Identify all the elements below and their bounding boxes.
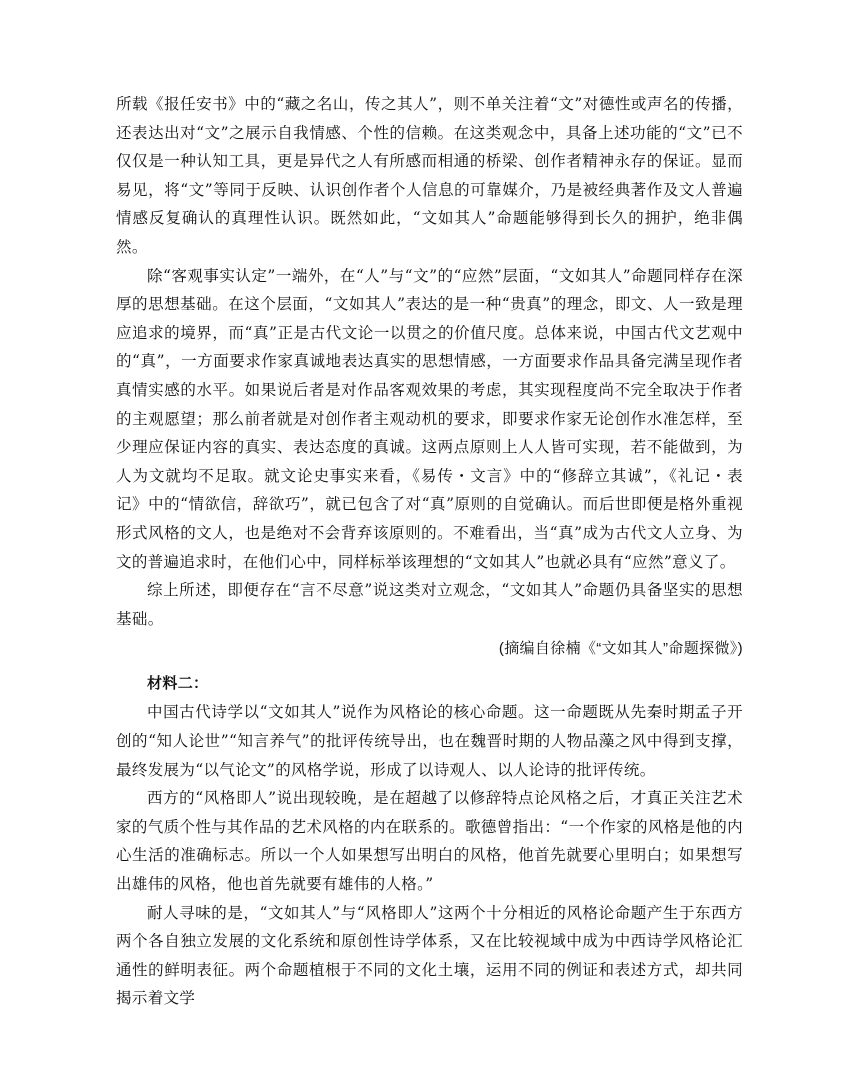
paragraph-6: 耐人寻味的是，“文如其人”与“风格即人”这两个十分相近的风格论命题产生于东西方两个各自独立发展的文化系统和原创性诗学体系，又在比较视域中成为中西诗学风格论汇通性的鲜明表征。两个命题植根于不同的文化土壤，运用不同的例证和表述方式，却共同揭示着文学 [116, 903, 743, 1008]
paragraph-3: 综上所述，即便存在“言不尽意”说这类对立观念，“文如其人”命题仍具备坚实的思想基础。 [116, 581, 743, 628]
paragraph-4: 中国古代诗学以“文如其人”说作为风格论的核心命题。这一命题既从先秦时期孟子开创的“知人论世”“知言养气”的批评传统导出，也在魏晋时期的人物品藻之风中得到支撑，最终发展为“以气论文”的风格学说，形成了以诗观人、以人论诗的批评传统。 [116, 703, 743, 779]
material-2-heading: 材料二： [147, 674, 209, 692]
source-citation: (摘编自徐楠《“文如其人”命题探微》) [498, 640, 743, 658]
paragraph-5: 西方的“风格即人”说出现较晚，是在超越了以修辞特点论风格之后，才真正关注艺术家的气质个性与其作品的艺术风格的内在联系的。歌德曾指出：“一个作家的风格是他的内心生活的准确标志。所以一个人如果想写出明白的风格，他首先就要心里明白；如果想写出雄伟的风格，他也首先就要有雄伟的人格。” [116, 789, 743, 894]
article-body [116, 90, 743, 1013]
paragraph-2: 除“客观事实认定”一端外，在“人”与“文”的“应然”层面，“文如其人”命题同样存在深厚的思想基础。在这个层面，“文如其人”表达的是一种“贵真”的理念，即文、人一致是理应追求的境界，而“真”正是古代文论一以贯之的价值尺度。总体来说，中国古代文艺观中的“真”，一方面要求作家真诚地表达真实的思想情感，一方面要求作品具备完满呈现作者真情实感的水平。如果说后者是对作品客观效果的考虑，其实现程度尚不完全取决于作者的主观愿望；那么前者就是对创作者主观动机的要求，即要求作家无论创作水准怎样，至少理应保证内容的真实、表达态度的真诚。这两点原则上人人皆可实现，若不能做到，为人为文就均不足取。就文论史事实来看，《易传・文言》中的“修辞立其诚”，《礼记・表记》中的“情欲信，辞欲巧”，就已包含了对“真”原则的自觉确认。而后世即便是格外重视形式风格的文人，也是绝对不会背弃该原则的。不难看出，当“真”成为古代文人立身、为文的普遍追求时，在他们心中，同样标举该理想的“文如其人”也就必具有“应然”意义了。 [116, 266, 743, 571]
paragraph-1: 所载《报任安书》中的“藏之名山，传之其人”，则不单关注着“文”对德性或声名的传播，还表达出对“文”之展示自我情感、个性的信赖。在这类观念中，具备上述功能的“文”已不仅仅是一种认知工具，更是异代之人有所感而相通的桥梁、创作者精神永存的保证。显而易见，将“文”等同于反映、认识创作者个人信息的可靠媒介，乃是被经典著作及文人普遍情感反复确认的真理性认识。既然如此，“文如其人”命题能够得到长久的拥护，绝非偶然。 [116, 95, 743, 256]
